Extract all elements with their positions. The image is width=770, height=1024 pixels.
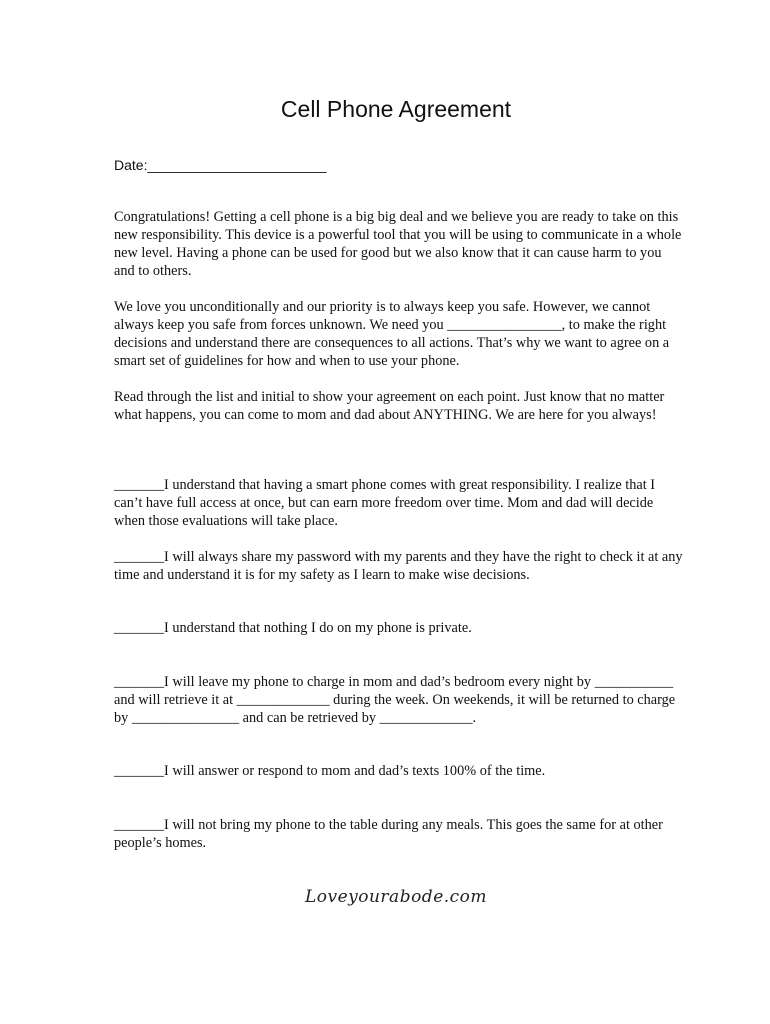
- page-title: Cell Phone Agreement: [280, 96, 512, 122]
- agreement-item-4: _______I will leave my phone to charge in mom and dad’s bedroom every night by ___________ and will retrieve it at _____________ during the week. On weekends, it will be returned to charge by _______________ and can be retrieved by _____________.: [114, 674, 676, 726]
- footer-website: Loveyourabode.com: [304, 887, 488, 907]
- intro-paragraph-2: We love you unconditionally and our priority is to always keep you safe. However, we cannot always keep you safe from forces unknown. We need you ________________, to make the right decisions and understand there are consequences to all actions. That’s why we want to agree on a smart set of guidelines for how and when to use your phone.: [114, 299, 670, 369]
- agreement-item-2: _______I will always share my password with my parents and they have the right to check it at any time and understand it is for my safety as I learn to make wise decisions.: [114, 549, 683, 583]
- agreement-item-5: _______I will answer or respond to mom and dad’s texts 100% of the time.: [114, 763, 546, 779]
- intro-paragraph-3: Read through the list and initial to show your agreement on each point. Just know that no matter what happens, you can come to mom and dad about ANYTHING. We are here for you always!: [114, 389, 665, 423]
- agreement-item-3: _______I understand that nothing I do on my phone is private.: [114, 620, 472, 636]
- intro-paragraph-1: Congratulations! Getting a cell phone is a big big deal and we believe you are ready to take on this new responsibility. This device is a powerful tool that you will be using to communicate in a whole new level. Having a phone can be used for good but we also know that it can cause harm to you and to others.: [114, 209, 682, 279]
- agreement-item-6: _______I will not bring my phone to the table during any meals. This goes the same for at other people’s homes.: [114, 817, 663, 851]
- date-line: Date:_______________________: [114, 157, 327, 173]
- agreement-item-1: _______I understand that having a smart phone comes with great responsibility. I realize that I can’t have full access at once, but can earn more freedom over time. Mom and dad will decide when those evaluations will take place.: [114, 477, 656, 529]
